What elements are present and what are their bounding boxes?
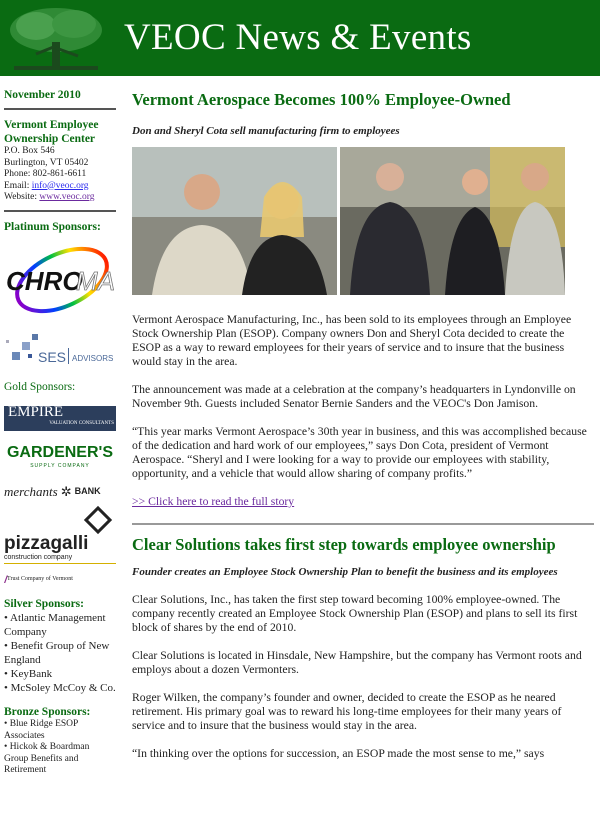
divider bbox=[4, 108, 116, 110]
trust-company-logo[interactable] bbox=[4, 571, 116, 586]
chroma-logo[interactable] bbox=[4, 240, 116, 320]
svg-text:MA: MA bbox=[76, 265, 115, 296]
email-label: Email: bbox=[4, 180, 32, 191]
article-paragraph: Clear Solutions, Inc., has taken the first step toward becoming 100% employee-owned. The company recently created an Employee Stock Ownership Plan (ESOP) and plans to sell its first block of shares by the end of 2010. bbox=[132, 593, 578, 634]
sponsor-item: • McSoley McCoy & Co. bbox=[4, 682, 116, 694]
sidebar bbox=[4, 88, 116, 777]
org-name: Vermont Employee Ownership Center bbox=[4, 119, 99, 145]
address-line: Burlington, VT 05402 bbox=[4, 157, 89, 168]
tree-logo-icon bbox=[6, 4, 106, 72]
ses-advisors-logo[interactable] bbox=[4, 332, 116, 372]
header-banner bbox=[0, 0, 600, 76]
silver-list bbox=[4, 611, 116, 695]
article-subtitle: Don and Sheryl Cota sell manufacturing firm to employees bbox=[132, 125, 400, 137]
article bbox=[132, 535, 594, 761]
article-title: Clear Solutions takes first step towards employee ownership bbox=[132, 535, 556, 554]
logo-text: Trust Company of Vermont bbox=[7, 575, 73, 582]
email-link[interactable]: info@veoc.org bbox=[31, 180, 89, 191]
sponsor-item: • KeyBank bbox=[4, 668, 53, 680]
logo-text: BANK bbox=[74, 486, 101, 496]
article-paragraph: Roger Wilken, the company’s founder and owner, decided to create the ESOP as he neared retirement. His primary goal was to reward his long-time employees for their many years of service and to insure that the business would stay in the area. bbox=[132, 691, 562, 732]
logo-text: EMPIRE bbox=[8, 403, 64, 420]
article-paragraph: “In thinking over the options for succession, an ESOP made the most sense to me,” says bbox=[132, 747, 545, 760]
page-title: VEOC News & Events bbox=[124, 17, 472, 58]
article-photos bbox=[132, 147, 594, 295]
bull-icon: ✲ bbox=[60, 484, 72, 499]
article-paragraph: Vermont Aerospace Manufacturing, Inc., has been sold to its employees through an Employee Stock Ownership Plan (ESOP). Company owners Don and Sheryl Cota decided to create the ESOP as a way to reward employees for their years of service and to insure that the business would stay in the area. bbox=[132, 313, 572, 368]
divider bbox=[132, 523, 594, 525]
email-row bbox=[4, 181, 116, 193]
photo-sanders bbox=[340, 147, 565, 295]
article-paragraph: The announcement was made at a celebration at the company’s headquarters in Lyndonville on November 9th. Guests included Senator Bernie Sanders and the VEOC's Don Jamison. bbox=[132, 383, 576, 410]
bronze-list bbox=[4, 719, 116, 777]
svg-text:CHRO: CHRO bbox=[6, 265, 83, 296]
issue-date: November 2010 bbox=[4, 89, 81, 101]
logo-text: VALUATION CONSULTANTS bbox=[49, 421, 114, 426]
sponsor-item: • Benefit Group of New England bbox=[4, 640, 110, 666]
divider bbox=[4, 210, 116, 212]
svg-text:SES: SES bbox=[38, 348, 67, 365]
empire-logo[interactable] bbox=[4, 403, 116, 431]
logo-text: merchants bbox=[4, 484, 58, 499]
svg-text:ADVISORS: ADVISORS bbox=[72, 353, 114, 363]
website-link[interactable]: www.veoc.org bbox=[39, 192, 95, 202]
main-content bbox=[132, 90, 594, 775]
gardeners-logo[interactable] bbox=[4, 445, 116, 473]
logo-text: pizzagalli bbox=[4, 532, 89, 554]
logo-text: construction company bbox=[4, 552, 116, 565]
logo-text: GARDENER'S bbox=[6, 443, 114, 461]
silver-heading: Silver Sponsors: bbox=[4, 598, 84, 610]
sponsor-item: • Blue Ridge ESOP Associates bbox=[4, 719, 78, 741]
pc-diamond-icon bbox=[84, 505, 112, 533]
mountain-icon: /// bbox=[4, 571, 6, 586]
gold-heading: Gold Sponsors: bbox=[4, 380, 76, 393]
bronze-heading: Bronze Sponsors: bbox=[4, 706, 91, 718]
address-line: P.O. Box 546 bbox=[4, 146, 55, 156]
article-paragraph: Clear Solutions is located in Hinsdale, New Hampshire, but the company has Vermont roots and employs about a dozen Vermonters. bbox=[132, 649, 582, 676]
sponsor-item: • Atlantic Management Company bbox=[4, 612, 106, 638]
photo-cotas bbox=[132, 147, 337, 295]
platinum-heading: Platinum Sponsors: bbox=[4, 220, 101, 233]
phone: Phone: 802-861-6611 bbox=[4, 169, 87, 179]
logo-text: SUPPLY COMPANY bbox=[30, 462, 90, 469]
pizzagalli-logo[interactable] bbox=[4, 506, 116, 562]
read-full-story-link[interactable]: >> Click here to read the full story bbox=[132, 495, 295, 508]
article-title: Vermont Aerospace Becomes 100% Employee-Owned bbox=[132, 90, 511, 109]
website-label: Website: bbox=[4, 192, 40, 202]
article-subtitle: Founder creates an Employee Stock Ownership Plan to benefit the business and its employees bbox=[132, 566, 558, 578]
merchants-bank-logo[interactable] bbox=[4, 486, 116, 498]
sponsor-item: • Hickok & Boardman Group Benefits and Retirement bbox=[4, 742, 90, 775]
article-paragraph: “This year marks Vermont Aerospace’s 30th year in business, and this was accomplished because of the dedication and hard work of our employees,” says Don Cota, president of Vermont Aerospace. “Sheryl and I were looking for a way to provide our employees with stability, opportunity, and a vehicle that would allow sharing of company profits.” bbox=[132, 425, 587, 480]
article bbox=[132, 90, 594, 509]
website-row bbox=[4, 192, 116, 204]
